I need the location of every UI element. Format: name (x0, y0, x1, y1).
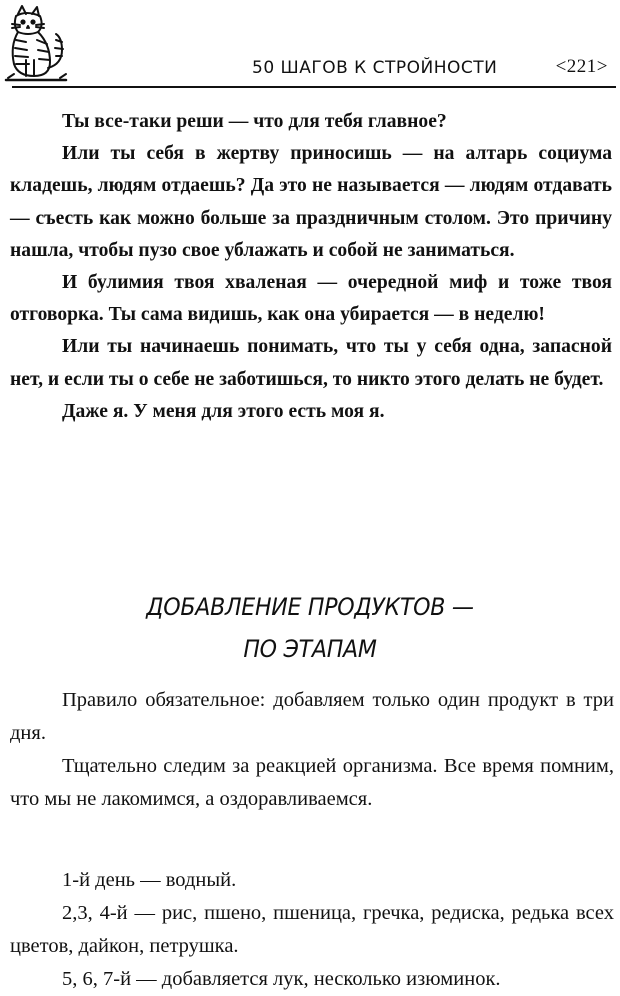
running-title: 50 ШАГОВ К СТРОЙНОСТИ (252, 58, 498, 78)
dialogue-paragraph: Или ты себя в жертву приносишь — на алтарь социума кладешь, людям отдаешь? Да это не называется — людям отдавать — съесть как можно больше за праздничным столом. Это причину нашла, чтобы пузо свое ублажать и собой не заниматься. (10, 143, 612, 261)
dialogue-paragraph: Ты все-таки реши — что для тебя главное? (62, 111, 447, 132)
body-paragraph: Правило обязательное: добавляем только один продукт в три дня. (10, 689, 614, 744)
dialogue-text (10, 106, 612, 428)
schedule-item: 5, 6, 7-й — добавляется лук, несколько изюминок. (62, 968, 501, 990)
cat-illustration-icon (4, 4, 70, 84)
dialogue-paragraph: Или ты начинаешь понимать, что ты у себя одна, запасной нет, и если ты о себе не заботишься, то никто этого делать не будет. (10, 336, 612, 390)
schedule-item: 2,3, 4-й — рис, пшено, пшеница, гречка, редиска, редька всех цветов, дайкон, петрушка. (10, 902, 614, 957)
dialogue-paragraph: И булимия твоя хваленая — очередной миф и тоже твоя отговорка. Ты сама видишь, как она убирается — в неделю! (10, 272, 612, 326)
section-heading (25, 586, 595, 670)
section-heading-line: ДОБАВЛЕНИЕ ПРОДУКТОВ — (146, 593, 474, 621)
schedule-item: 1-й день — водный. (62, 869, 237, 891)
section-heading-line: ПО ЭТАПАМ (243, 635, 377, 663)
body-paragraph: Тщательно следим за реакцией организма. Все время помним, что мы не лакомимся, а оздоравливаемся. (10, 755, 614, 810)
page-number: <221> (555, 56, 608, 77)
section-body (10, 684, 614, 816)
schedule-list (10, 864, 614, 996)
dialogue-paragraph: Даже я. У меня для этого есть моя я. (62, 400, 385, 422)
running-header (246, 54, 612, 82)
header-divider (12, 86, 616, 88)
